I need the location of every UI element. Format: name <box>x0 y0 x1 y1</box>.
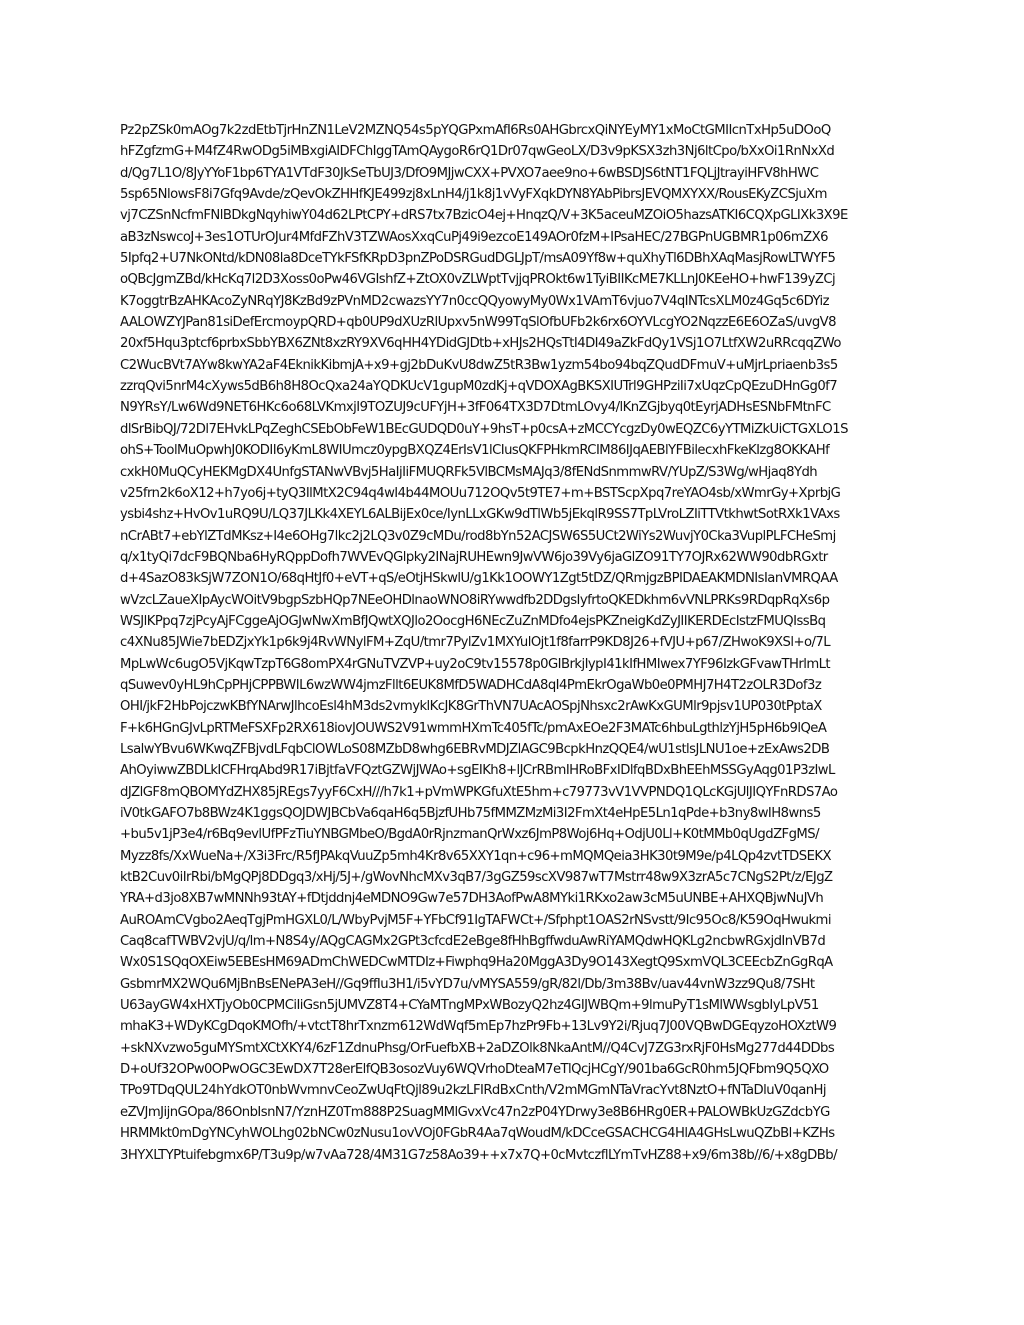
text-line: Caq8cafTWBV2vjU/q/lm+N8S4y/AQgCAGMx2GPt3cfcdE2eBge8fHhBgffwduAwRiYAMQdwHQKLg2ncbwRGxjdInVB7d <box>120 934 826 950</box>
text-line: dlSrBibQJ/72Dl7EHvkLPqZeghCSEbObFeW1BEcGUDQD0uY+9hsT+p0csA+zMCCYcgzDy0wEQZC6yYTMiZkUiCTGXLO1S <box>120 421 848 437</box>
text-line: cxkH0MuQCyHEKMgDX4UnfgSTANwVBvj5HaIjIiFMUQRFk5VlBCMsMAJq3/8fENdSnmmwRV/YUpZ/S3Wg/wHjaq8Ydh <box>120 464 818 480</box>
text-line: C2WucBVt7AYw8kwYA2aF4EknikKibmjA+x9+gj2bDuKvU8dwZ5tR3Bw1yzm54bo94bqZQudDFmuV+uMjrLpriaenb3s5 <box>120 357 838 373</box>
text-line: YRA+d3jo8XB7wMNNh93tAY+fDtjddnj4eMDNO9Gw7e57DH3AofPwA8MYki1RKxo2aw3cM5uUNBE+AHXQBjwNuJVh <box>120 891 824 907</box>
text-line: qSuwev0yHL9hCpPHjCPPBWIL6wzWW4jmzFllt6EUK8MfD5WADHCdA8qI4PmEkrOgaWb0e0PMHJ7H4T2zOLR3Dof3z <box>120 677 822 693</box>
text-line: iV0tkGAFO7b8BWz4K1ggsQOJDWJBCbVa6qaH6q5BjzfUHb75fMMZMzMi3I2FmXt4eHpE5Ln1qPde+b3ny8wIH8wns5 <box>120 806 821 821</box>
text-line: v25frn2k6oX12+h7yo6j+tyQ3IlMtX2C94q4wI4b44MOUu712OQv5t9TE7+m+BSTScpXpq7reYAO4sb/xWmrGy+XprbjG <box>120 485 841 501</box>
text-line: q/x1tyQi7dcF9BQNba6HyRQppDofh7WVEvQGlpky2INajRUHEwn9JwVW6jo39Vy6jaGlZO91TY7OJRx62WW90dbRGxtr <box>120 549 828 565</box>
text-line: AhOyiwwZBDLkICFHrqAbd9R17iBjtfaVFQztGZWjJWAo+sgEIKh8+lJCrRBmIHRoBFxIDlfqBDxBhEEhMSSGyAqg01P3zIwL <box>120 763 835 779</box>
text-line: AuROAmCVgbo2AeqTgjPmHGXL0/L/WbyPvjM5F+YFbCf91IgTAFWCt+/Sfphpt1OAS2rNSvstt/9Ic95Oc8/K59OqHwukmi <box>120 912 831 928</box>
text-line: OHI/jkF2HbPojczwKBfYNArwJlhcoEsl4hM3ds2vmyklKcJK8GrThVN7UAcAOSpjNhsxc2rAwKxGUMlr9pjsv1UP030tPptaX <box>120 699 822 715</box>
text-line: TPo9TDqQUL24hYdkOT0nbWvmnvCeoZwUqFtQjl89u2kzLFIRdBxCnth/V2mMGmNTaVracYvt8NztO+fNTaDluV0qanHj <box>120 1083 827 1099</box>
text-line: aB3zNswcoJ+3es1OTUrOJur4MfdFZhV3TZWAosXxqCuPj49i9ezcoE149AOr0fzM+IPsaHEC/27BGPnUGBMR1p06mZX6 <box>120 229 828 245</box>
text-line: dJZlGF8mQBOMYdZHX85jREgs7yyF6CxH///h7k1+pVmWPKGfuXtE5hm+c79773vV1VVPNDQ1QLcKGjUlJIQYFnRDS7Ao <box>120 784 838 800</box>
text-line: c4XNu85JWie7bEDZjxYk1p6k9j4RvWNylFM+ZqU/tmr7PylZv1MXYulOjt1f8farrP9KD8J26+fVJU+p67/ZHwoK9XSl+o/7L <box>120 635 831 651</box>
text-line: MpLwWc6ugO5VjKqwTzpT6G8omPX4rGNuTVZVP+uy2oC9tv15578p0GIBrkjIypI41kIfHMIwex7YF96IzkGFvawTHrlmLt <box>120 656 831 672</box>
text-line: nCrABt7+ebYlZTdMKsz+I4e6OHg7lkc2j2LQ3v0Z9cMDu/rod8bYn52ACJSW6S5UCt2WiYs2WuvjY0Cka3VuplPLFCHeSmj <box>120 528 836 544</box>
text-line: ktB2Cuv0iIrRbi/bMgQPj8DDgq3/xHj/5J+/gWovNhcMXv3qB7/3gGZ59scXV987wT7Mstrr48w9X3zrA5c7CNgS2Pt/z/EJgZ <box>120 870 833 886</box>
text-line: Pz2pZSk0mAOg7k2zdEtbTjrHnZN1LeV2MZNQ54s5pYQGPxmAfI6Rs0AHGbrcxQiNYEyMY1xMoCtGMIIcnTxHp5uDOoQ <box>120 123 831 138</box>
text-line: 3HYXLTYPtuifebgmx6P/T3u9p/w7vAa728/4M31G7z58Ao39++x7x7Q+0cMvtczflLYmTvHZ88+x9/6m38b//6/+x8gDBb/ <box>120 1147 837 1163</box>
text-line: U63ayGW4xHXTjyOb0CPMCiIiGsn5jUMVZ8T4+CYaMTngMPxWBozyQ2hz4GIJWBQm+9lmuPyT1sMlWWsgbIyLpV51 <box>120 998 819 1014</box>
text-line: d+4SazO83kSjW7ZON1O/68qHtJf0+eVT+qS/eOtjHSkwlU/g1Kk1OOWY1Zgt5tDZ/QRmjgzBPIDAEAKMDNIsIanVMRQAA <box>120 571 838 587</box>
text-line: 5Ipfq2+U7NkONtd/kDN08la8DceTYkFSfKRpD3pnZPoDSRGudDGLJpT/msA09Yf8w+quXhyTl6DBhXAqMasjRowLTWYF5 <box>120 251 836 267</box>
text-line: Myzz8fs/XxWueNa+/X3i3Frc/R5fJPAkqVuuZp5mh4Kr8v65XXY1qn+c96+mMQMQeia3HK30t9M9e/p4LQp4zvtTDSEKX <box>120 848 831 864</box>
text-line: oQBcJgmZBd/kHcKq7l2D3Xoss0oPw46VGIshfZ+ZtOX0vZLWptTvjjqPROkt6w1TyiBIIKcME7KLLnJ0KEeHO+hwF139yZCj <box>120 272 836 288</box>
text-line: mhaK3+WDyKCgDqoKMOfh/+vtctT8hrTxnzm612WdWqf5mEp7hzPr9Fb+13Lv9Y2i/Rjuq7J00VQBwDGEqyzoHOXztW9 <box>120 1019 837 1035</box>
text-line: WSJlKPpq7zjPcyAjFCggeAjOGJwNwXmBfJQwtXQJlo2OocgH6NEcZuZnMDfo4ejsPKZneigKdZyJIIKERDEcIstzFMUQIssBq <box>120 613 826 629</box>
text-line: GsbmrMX2WQu6MjBnBsENePA3eH//Gq9ffIu3H1/i5vYD7u/vMYSA559/gR/82l/Db/3m38Bv/uav44vnW3zz9Qu8/7SHt <box>120 976 815 992</box>
text-line: N9YRsY/Lw6Wd9NET6HKc6o68LVKmxjI9TOZUJ9cUFYjH+3fF064TX3D7DtmLOvy4/lKnZGjbyq0tEyrjADHsESNbFMtnFC <box>120 400 831 416</box>
text-line: ohS+ToolMuOpwhJ0KODII6yKmL8WIUmcz0ypgBXQZ4ErIsV1lCIusQKFPHkmRCIM86IJqAEBlYFBilecxhFkeKIzg8OKKAHf <box>120 443 830 459</box>
text-line: AALOWZYJPan81siDefErcmoypQRD+qb0UP9dXUzRlUpxv5nW99TqSlOfbUFb2k6rx6OYVLcgYO2NqzzE6E6OZaS/uvgV8 <box>120 315 836 331</box>
text-line: 5sp65NlowsF8i7Gfq9Avde/zQevOkZHHfKJE499zj8xLnH4/j1k8j1vVyFXqkDYN8YAbPibrsJEVQMXYXX/RousEKyZCSjuXm <box>120 187 827 203</box>
text-line: ysbi4shz+HvOv1uRQ9U/LQ37JLKk4XEYL6ALBijEx0ce/IynLLxGKw9dTlWb5jEkqlR9SS7TpLVroLZIiTTVtkhwtSotRXk1VAxs <box>120 507 840 523</box>
encoded-text-block <box>120 120 904 1166</box>
text-line: eZVJmJijnGOpa/86OnbIsnN7/YznHZ0Tm888P2SuagMMlGvxVc47n2zP04YDrwy3e8B6HRg0ER+PALOWBkUzGZdcbYG <box>120 1104 830 1120</box>
text-line: d/Qg7L1O/8JyYYoF1bp6TYA1VTdF30JkSeTbUJ3/DfO9MJjwCXX+PVXO7aee9no+6wBSDJS6tNT1FQLjJtrayiHFV8hHWC <box>120 165 819 181</box>
text-line: +skNXvzwo5guMYSmtXCtXKY4/6zF1ZdnuPhsg/OrFuefbXB+2aDZOlk8NkaAntM//Q4CvJ7ZG3rxRjF0HsMg277d44DDbs <box>120 1040 835 1056</box>
text-line: LsalwYBvu6WKwqZFBjvdLFqbClOWLoS08MZbD8whg6EBRvMDJZlAGC9BcpkHnzQQE4/wU1stlsJLNU1oe+zExAws2DB <box>120 741 830 757</box>
text-line: 20xf5Hqu3ptcf6prbxSbbYBX6ZNt8xzRY9XV6qHH4YDidGJDtb+xHJs2HQsTtI4DI49aZkFdQy1VSj1O7LtfXW2uRRcqqZWo <box>120 336 841 352</box>
text-line: zzrqQvi5nrM4cXyws5dB6h8H8OcQxa24aYQDKUcV1gupM0zdKj+qVDOXAgBKSXIUTrl9GHPziIi7xUqzCpQEzuDHnGg0f7 <box>120 379 838 395</box>
text-line: HRMMkt0mDgYNCyhWOLhg02bNCw0zNusu1ovVOj0FGbR4Aa7qWoudM/kDCceGSACHCG4HlA4GHsLwuQZbBl+KZHs <box>120 1126 835 1142</box>
text-line: hFZgfzmG+M4fZ4RwODg5iMBxgiAIDFChIggTAmQAygoR6rQ1Dr07qwGeoLX/D3v9pKSX3zh3Nj6ltCpo/bXxOi1RnNxXd <box>120 144 835 160</box>
text-line: +bu5v1jP3e4/r6Bq9evlUfPFzTiuYNBGMbeO/BgdA0rRjnzmanQrWxz6JmP8Woj6Hq+OdjU0Ll+K0tMMb0qUgdZFgMS/ <box>120 827 819 843</box>
text-line: Wx0S1SQqOXEiw5EBEsHM69ADmChWEDCwMTDIz+Fiwphq9Ha20MggA3Dy9O143XegtQ9SxmVQL3CEEcbZnGgRqA <box>120 955 833 971</box>
text-line: wVzcLZaueXIpAycWOitV9bgpSzbHQp7NEeOHDlnaoWNO8iRYwwdfb2DDgsIyfrtoQKEDkhm6vVNLPRKs9RDqpRqXs6p <box>120 592 830 608</box>
text-line: D+oUf32OPw0OPwOGC3EwDX7T28erElfQB3osozVuy6WQVrhoDteaM7eTlQcjHCgY/901ba6GcR0hm5JQFbm9Q5QXO <box>120 1062 829 1078</box>
text-line: vj7CZSnNcfmFNlBDkgNqyhiwY04d62LPtCPY+dRS7tx7BzicO4ej+HnqzQ/V+3K5aceuMZOiO5hazsATKI6CQXpGLIXk3X9E <box>120 208 848 224</box>
text-line: F+k6HGnGJvLpRTMeFSXFp2RX618iovJOUWS2V91wmmHXmTc405fTc/pmAxEOe2F3MATc6hbuLgthlzYjH5pH6b9lQeA <box>120 720 827 736</box>
text-line: K7oggtrBzAHKAcoZyNRqYJ8KzBd9zPVnMD2cwazsYY7n0ccQQyowyMy0Wx1VAmT6vjuo7V4qINTcsXLM0z4Gq5c6DYiz <box>120 293 830 309</box>
